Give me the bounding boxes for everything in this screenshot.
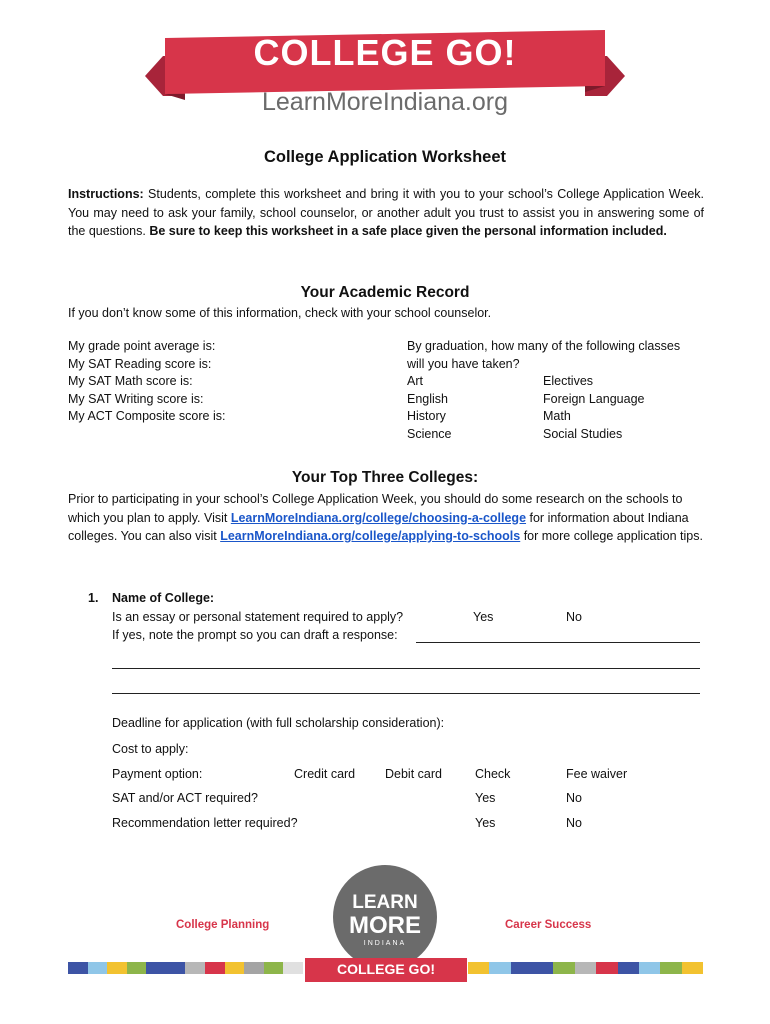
class-english: English	[407, 391, 448, 406]
instructions-text: Students, complete this worksheet and bring it with you to your school’s College Application Week. You may need to ask your family, school counselor, or another adult you trust to assist you in answering some of the questions.	[68, 187, 704, 238]
class-electives: Electives	[543, 374, 594, 388]
payment-credit-card[interactable]: Credit card	[294, 767, 356, 781]
footer-stripe-left	[68, 962, 303, 974]
instructions	[68, 185, 704, 241]
instructions-label: Instructions:	[68, 187, 144, 201]
classes-right-list	[543, 373, 644, 443]
essay-no[interactable]: No	[566, 610, 582, 624]
colleges-paragraph	[68, 490, 704, 546]
college-number: 1.	[88, 591, 99, 605]
prompt-line-1[interactable]	[416, 642, 700, 643]
colleges-text-2: for information about Indiana colleges. You can also visit	[68, 510, 689, 543]
page-title: College Application Worksheet	[263, 148, 507, 166]
prompt-line-3[interactable]	[112, 693, 700, 694]
recommendation-yes[interactable]: Yes	[475, 816, 496, 830]
class-math: Math	[543, 409, 571, 424]
payment-debit-card[interactable]: Debit card	[385, 767, 442, 781]
logo-indiana-text: INDIANA	[363, 940, 407, 947]
class-art: Art	[407, 374, 423, 388]
class-social-studies: Social Studies	[543, 426, 623, 441]
colleges-heading: Your Top Three Colleges:	[291, 469, 479, 486]
score-sat-math: My SAT Math score is:	[68, 374, 193, 389]
classes-question	[407, 338, 680, 373]
cost-label: Cost to apply:	[112, 742, 189, 756]
payment-check[interactable]: Check	[475, 767, 511, 781]
class-foreign-language: Foreign Language	[543, 391, 645, 406]
banner-text: COLLEGE GO!	[253, 32, 517, 73]
sat-act-no[interactable]: No	[566, 791, 582, 805]
prompt-note: If yes, note the prompt so you can draft a response:	[112, 628, 398, 642]
college-name-label: Name of College:	[112, 591, 215, 605]
recommendation-no[interactable]: No	[566, 816, 582, 830]
instructions-warning: Be sure to keep this worksheet in a safe place given the personal information included.	[149, 224, 667, 238]
colleges-text-3: for more college application tips.	[520, 529, 703, 543]
deadline-label: Deadline for application (with full scholarship consideration):	[112, 716, 445, 730]
sat-act-yes[interactable]: Yes	[475, 791, 496, 805]
prompt-line-2[interactable]	[112, 668, 700, 669]
class-science: Science	[407, 426, 452, 441]
essay-yes[interactable]: Yes	[473, 610, 494, 624]
score-sat-writing: My SAT Writing score is:	[68, 391, 204, 406]
logo-learn-text: LEARN	[352, 892, 418, 913]
payment-label: Payment option:	[112, 767, 203, 781]
site-name: LearnMoreIndiana.org	[262, 88, 508, 116]
sat-act-label: SAT and/or ACT required?	[112, 791, 258, 805]
logo-banner-text: COLLEGE GO!	[337, 961, 435, 977]
classes-question-line2: will you have taken?	[407, 356, 520, 371]
recommendation-label: Recommendation letter required?	[112, 816, 298, 830]
footer-college-planning: College Planning	[176, 919, 270, 931]
academic-intro: If you don’t know some of this information, check with your school counselor.	[68, 306, 492, 320]
logo-more-text: MORE	[349, 912, 421, 939]
essay-question: Is an essay or personal statement required to apply?	[112, 610, 404, 624]
classes-left-list	[407, 373, 451, 443]
applying-schools-link[interactable]: LearnMoreIndiana.org/college/applying-to-schools	[220, 529, 521, 543]
choosing-college-link[interactable]: LearnMoreIndiana.org/college/choosing-a-college	[230, 510, 527, 525]
score-gpa: My grade point average is:	[68, 339, 216, 353]
academic-heading: Your Academic Record	[300, 284, 470, 301]
footer-career-success: Career Success	[505, 919, 592, 931]
footer-stripe-right	[468, 962, 703, 974]
score-act: My ACT Composite score is:	[68, 409, 226, 424]
classes-question-line1: By graduation, how many of the following classes	[407, 339, 681, 353]
score-list	[68, 338, 225, 426]
score-sat-reading: My SAT Reading score is:	[68, 356, 212, 371]
class-history: History	[407, 409, 446, 424]
colleges-text-1: Prior to participating in your school’s College Application Week, you should do some research on the schools to which you plan to apply. Visit	[68, 492, 683, 525]
payment-fee-waiver[interactable]: Fee waiver	[566, 767, 628, 781]
